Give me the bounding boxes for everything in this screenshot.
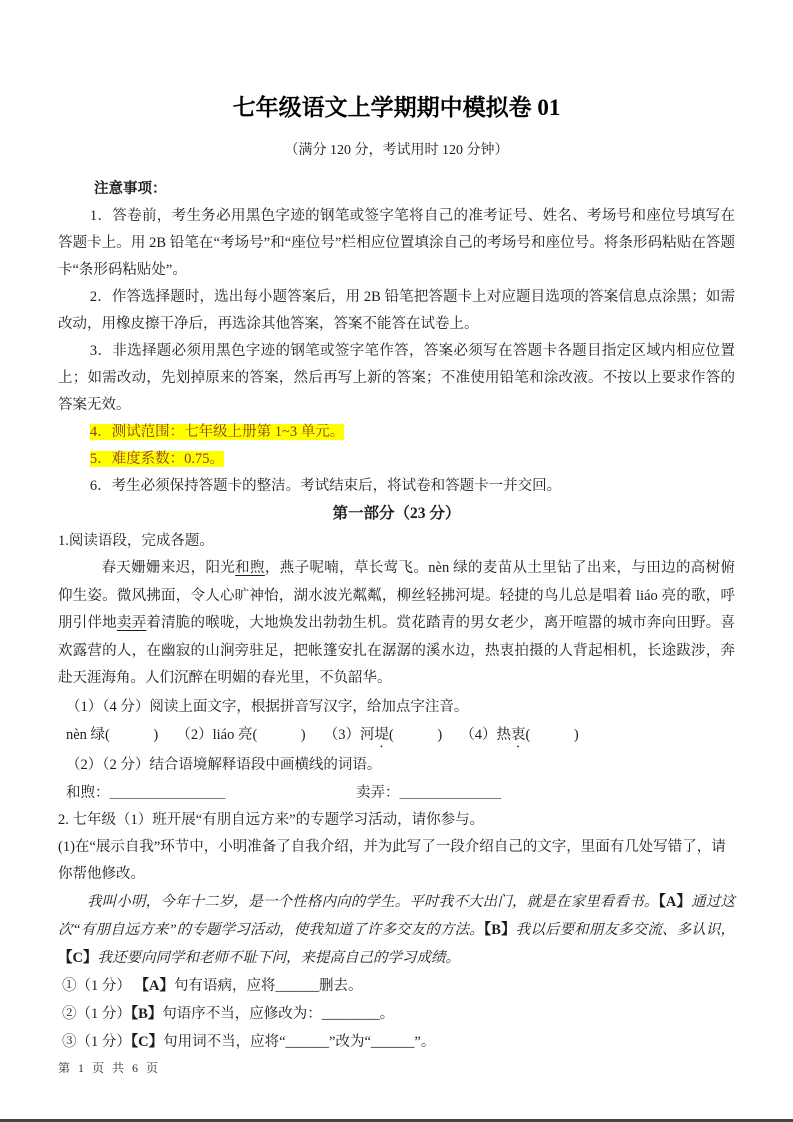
question1-reading-passage: 春天姗姗来迟，阳光和煦，燕子呢喃，草长莺飞。nèn 绿的麦苗从土里钻了出来，与田边的高树俯仰生姿。微风拂面，令人心旷神怡，湖水波光粼粼，柳丝轻拂河堤。轻捷的鸟儿总是唱着 liáo 亮的歌，呼朋引伴地卖弄着清脆的喉咙，大地焕发出勃勃生机。赏花踏青的男女老少，离开喧嚣的城市奔向田野。喜欢露营的人，在幽寂的山涧旁驻足，把帐篷安扎在潺潺的溪水边，热衷拍摄的人背起相机，长途跋涉，奔赴天涯海角。人们沉醉在明媚的春光里，不负韶华。 [58, 560, 736, 686]
question2-item-2: ②（1 分）【B】句语序不当，应修改为：________。 [62, 1005, 395, 1022]
question2-stem: 2. 七年级（1）班开展“有朋自远方来”的专题学习活动，请你参与。 [58, 811, 485, 828]
notice-item-4-highlighted [58, 419, 735, 446]
question1-definition-blanks: 和煦：＿＿＿＿＿＿＿＿ 卖弄：＿＿＿＿＿＿＿ [66, 784, 501, 801]
exam-score-duration: （满分 120 分，考试用时 120 分钟） [284, 143, 509, 158]
notice-item-text: 6．考生必须保持答题卡的整洁。考试结束后，将试卷和答题卡一并交回。 [89, 478, 562, 494]
notice-item-3 [58, 338, 735, 419]
notice-item-text-highlighted: 5．难度系数：0.75。 [89, 451, 225, 467]
notice-item-6 [58, 473, 735, 500]
question1-sub2-stem: （2）（2 分）结合语境解释语段中画横线的词语。 [66, 756, 382, 773]
question1-pinyin-answer-line: nèn 绿( ) （2）liáo 亮( ) （3）河堤( ) （4）热衷( ) [66, 726, 579, 743]
part1-heading: 第一部分（23 分） [332, 505, 461, 522]
notice-item-text-highlighted: 4．测试范围：七年级上册第 1~3 单元。 [89, 424, 345, 440]
page-title: 七年级语文上学期期中模拟卷 01 [232, 95, 561, 120]
question2-sub1-stem: (1)在“展示自我”环节中，小明准备了自我介绍，并为此写了一段介绍自己的文字，里面有几处写错了，请你帮他修改。 [58, 838, 726, 882]
notice-item-text: 2．作答选择题时，选出每小题答案后，用 2B 铅笔把答题卡上对应题目选项的答案信息点涂黑；如需改动，用橡皮擦干净后，再选涂其他答案，答案不能答在试卷上。 [58, 289, 735, 332]
notice-item-2 [58, 284, 735, 338]
question1-stem: 1.阅读语段，完成各题。 [58, 533, 214, 549]
question2-item-1: ①（1 分） 【A】句有语病，应将______删去。 [62, 977, 363, 994]
page-number-footer: 第 1 页 共 6 页 [58, 1061, 159, 1075]
notice-item-5-highlighted [58, 446, 735, 473]
notice-item-text: 1．答卷前，考生务必用黑色字迹的钢笔或签字笔将自己的准考证号、姓名、考场号和座位号填写在答题卡上。用 2B 铅笔在“考场号”和“座位号”栏相应位置填涂自己的考场号和座位号。将条形码粘贴在答题卡“条形码粘贴处”。 [58, 208, 735, 278]
question2-item-3: ③（1 分）【C】句用词不当，应将“______”改为“______”。 [62, 1033, 436, 1050]
notices-heading: 注意事项： [94, 181, 167, 197]
question1-sub1-stem: （1）（4 分）阅读上面文字，根据拼音写汉字，给加点字注音。 [66, 698, 469, 715]
notice-item-text: 3．非选择题必须用黑色字迹的钢笔或签字笔作答，答案必须写在答题卡各题目指定区域内相应位置上；如需改动，先划掉原来的答案，然后再写上新的答案；不准使用铅笔和涂改液。不按以上要求作答的答案无效。 [58, 343, 735, 413]
notice-item-1 [58, 203, 735, 284]
question2-self-introduction-passage: 我叫小明，今年十二岁，是一个性格内向的学生。平时我不大出门，就是在家里看看书。【A】通过这次“有朋自远方来”的专题学习活动，使我知道了许多交友的方法。【B】我以后要和朋友多交流、多认识，【C】我还要向同学和老师不耻下问，来提高自己的学习成绩。 [58, 893, 736, 966]
